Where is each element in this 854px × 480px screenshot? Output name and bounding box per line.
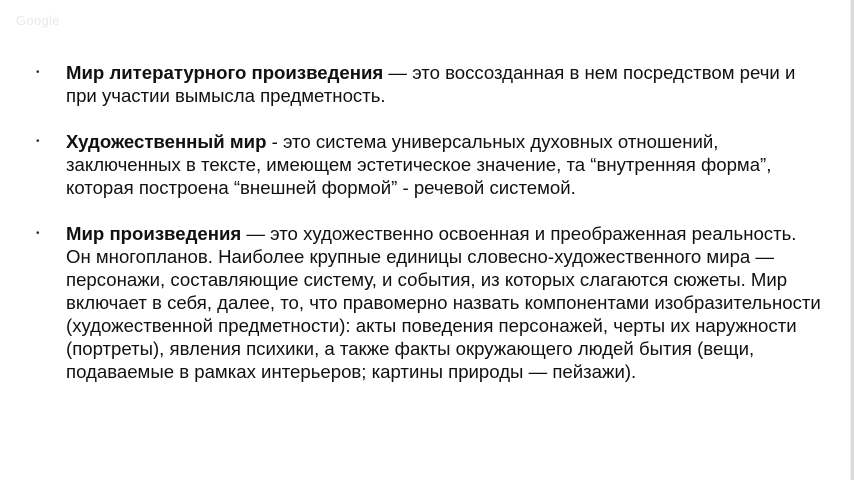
list-item-work-world [36,222,826,383]
list-item-artistic-world [36,130,826,199]
term-artistic-world: Художественный мир [66,131,267,152]
definition-work-world: — это художественно освоенная и преображенная реальность. Он многопланов. Наиболее крупные единицы словесно-художественного мира — персонажи, составляющие систему, и события, из которых слагаются сюжеты. Мир включает в себя, далее, то, что правомерно назвать компонентами изобразительности (художественной предметности): акты поведения персонажей, черты их наружности (портреты), явления психики, а также факты окружающего людей бытия (вещи, подаваемые в рамках интерьеров; картины природы — пейзажи). [66,223,821,382]
list-item-literary-world [36,61,826,107]
term-literary-world: Мир литературного произведения [66,62,384,83]
term-work-world: Мир произведения [66,223,242,244]
bullet-icon: • [36,136,40,147]
bullet-icon: • [36,228,40,239]
watermark-logo: Google [16,13,60,28]
definition-artistic-world: - это система универсальных духовных отношений, заключенных в тексте, имеющем эстетическое значение, та “внутренняя форма”, которая построена “внешней формой” - речевой системой. [66,131,772,198]
bullet-icon: • [36,67,40,78]
definitions-list [36,61,826,406]
definition-literary-world: — это воссозданная в нем посредством речи и при участии вымысла предметность. [66,62,796,106]
